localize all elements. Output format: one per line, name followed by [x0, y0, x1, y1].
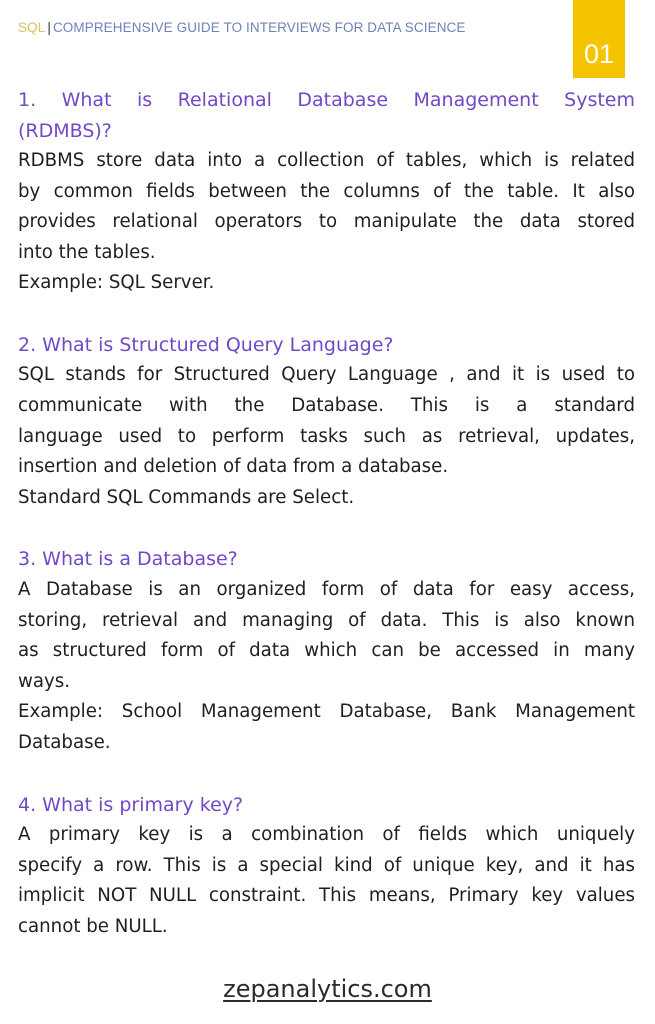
answer-line: into the tables.	[18, 241, 156, 263]
guide-title: COMPREHENSIVE GUIDE TO INTERVIEWS FOR DATA SCIENCE	[52, 20, 466, 35]
answer-line: RDBMS store data into a collection of tables, which is related	[18, 150, 635, 171]
question-title	[18, 544, 635, 575]
page-number: 01	[583, 39, 615, 69]
question-title-line: 2. What is Structured Query Language?	[18, 333, 394, 356]
answer-line: A Database is an organized form of data for easy access,	[18, 578, 635, 600]
answer-line: ways.	[18, 670, 71, 692]
answer-line: specify a row. This is a special kind of unique key, and it has	[18, 854, 635, 876]
answer-line: A primary key is a combination of fields which uniquely	[18, 824, 635, 845]
answer-line: by common fields between the columns of the table. It also	[18, 180, 635, 202]
answer-line: storing, retrieval and managing of data. This is also known	[18, 609, 635, 631]
answer-example: Standard SQL Commands are Select.	[18, 486, 355, 508]
question-block	[18, 544, 635, 758]
question-title-line: 4. What is primary key?	[18, 793, 244, 816]
answer-line: communicate with the Database. This is a standard	[18, 395, 635, 417]
answer-line: cannot be NULL.	[18, 915, 168, 937]
answer-line: as structured form of data which can be accessed in many	[18, 640, 635, 662]
page-number-badge	[573, 0, 625, 78]
question-block	[18, 790, 635, 943]
answer-example: Database.	[18, 731, 111, 753]
topic-label: SQL	[18, 20, 46, 35]
question-title	[18, 85, 635, 146]
document-header	[18, 20, 466, 35]
answer-line: provides relational operators to manipulate the data stored	[18, 211, 635, 233]
question-title-line: 3. What is a Database?	[18, 548, 238, 571]
question-title-line: 1. What is Relational Database Management System	[18, 89, 635, 111]
answer-example: Example: School Management Database, Bank Management	[18, 701, 635, 723]
answer-line: insertion and deletion of data from a database.	[18, 456, 449, 478]
answer-line: language used to perform tasks such as retrieval, updates,	[18, 425, 635, 447]
question-block	[18, 85, 635, 299]
question-title	[18, 330, 635, 361]
answer-example: Example: SQL Server.	[18, 272, 215, 294]
answer-text	[18, 360, 635, 513]
website-link[interactable]: zepanalytics.com	[223, 975, 432, 1003]
answer-text	[18, 146, 635, 299]
answer-text	[18, 575, 635, 759]
qa-content	[18, 85, 635, 973]
footer	[0, 975, 655, 1003]
answer-line: implicit NOT NULL constraint. This means, Primary key values	[18, 885, 635, 907]
question-block	[18, 330, 635, 513]
header-separator: |	[47, 20, 51, 35]
question-title	[18, 790, 635, 821]
question-title-line: (RDMBS)?	[18, 119, 112, 142]
answer-line: SQL stands for Structured Query Language , and it is used to	[18, 364, 635, 386]
answer-text	[18, 820, 635, 942]
